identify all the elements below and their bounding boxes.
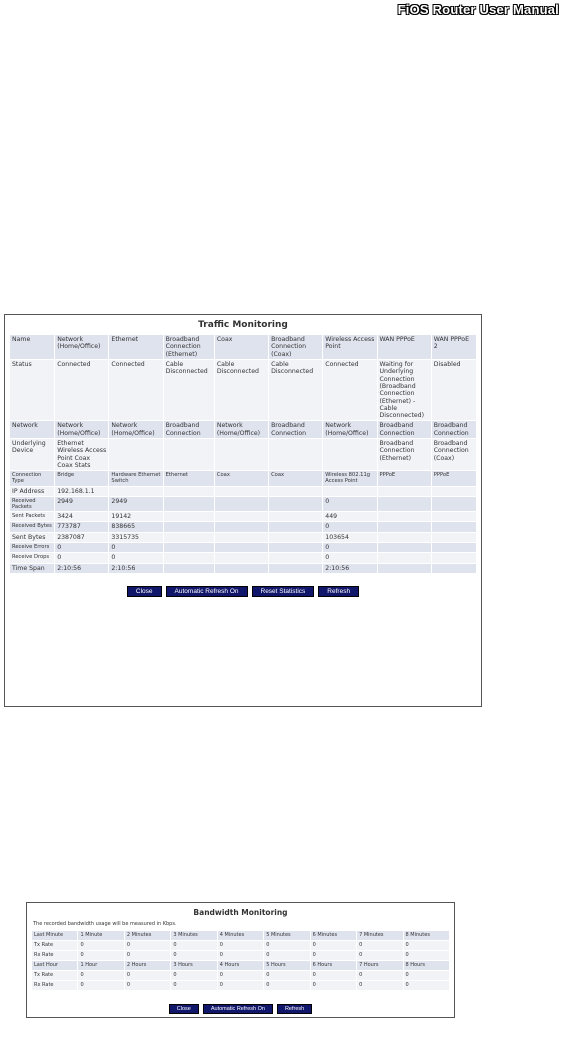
traffic-cell [432, 543, 476, 552]
traffic-cell [269, 512, 322, 521]
traffic-row-sent-bytes [10, 533, 476, 542]
bandwidth-table [31, 930, 450, 991]
traffic-cell: Cable Disconnected [164, 360, 214, 421]
bandwidth-cell: 0 [264, 941, 309, 950]
traffic-cell: Coax [215, 471, 268, 485]
traffic-cell [269, 543, 322, 552]
traffic-cell: 2387087 [55, 533, 108, 542]
bandwidth-row-last-hour [32, 961, 449, 970]
traffic-cell: 0 [323, 497, 376, 511]
bandwidth-row-last-minute [32, 931, 449, 940]
row-label: Underlying Device [10, 439, 54, 470]
traffic-cell [432, 522, 476, 531]
row-label: Receive Errors [10, 543, 54, 552]
traffic-cell: 773787 [55, 522, 108, 531]
bandwidth-row-tx-rate [32, 971, 449, 980]
traffic-row-status [10, 360, 476, 421]
bandwidth-cell: 4 Hours [218, 961, 263, 970]
row-label: Last Hour [32, 961, 77, 970]
row-label: Connection Type [10, 471, 54, 485]
bandwidth-cell: 0 [78, 941, 123, 950]
close-button[interactable]: Close [127, 586, 162, 597]
traffic-cell: 3315735 [109, 533, 162, 542]
bw-automatic-refresh-on-button[interactable]: Automatic Refresh On [203, 1004, 273, 1014]
traffic-cell: PPPoE [432, 471, 476, 485]
traffic-cell [269, 533, 322, 542]
traffic-cell [215, 522, 268, 531]
traffic-cell [432, 533, 476, 542]
bandwidth-cell: 6 Hours [311, 961, 356, 970]
traffic-cell: Disabled [432, 360, 476, 421]
traffic-cell [378, 512, 431, 521]
traffic-cell: Broadband Connection [164, 421, 214, 438]
bandwidth-row-rx-rate [32, 981, 449, 990]
bandwidth-monitoring-panel [26, 902, 455, 1018]
traffic-row-name [10, 335, 476, 359]
bandwidth-cell: 0 [218, 971, 263, 980]
row-label: Sent Bytes [10, 533, 54, 542]
traffic-cell: Broadband Connection (Ethernet) [378, 439, 431, 470]
traffic-cell: 19142 [109, 512, 162, 521]
traffic-cell: Connected [323, 360, 376, 421]
traffic-cell: 2949 [109, 497, 162, 511]
traffic-cell: Network (Home/Office) [215, 421, 268, 438]
traffic-cell [215, 512, 268, 521]
traffic-cell: Coax [215, 335, 268, 359]
refresh-button[interactable]: Refresh [318, 586, 359, 597]
traffic-cell [109, 439, 162, 470]
traffic-cell [164, 543, 214, 552]
traffic-cell: 0 [55, 543, 108, 552]
traffic-cell [269, 439, 322, 470]
traffic-cell [215, 553, 268, 562]
traffic-cell: Waiting for Underlying Connection (Broadband Connection (Ethernet) - Cable Disconnected) [378, 360, 431, 421]
bandwidth-cell: 0 [78, 951, 123, 960]
row-label: Received Packets [10, 497, 54, 511]
traffic-cell [323, 487, 376, 496]
traffic-cell [215, 487, 268, 496]
traffic-cell [378, 543, 431, 552]
traffic-cell [432, 564, 476, 573]
bandwidth-cell: 0 [311, 941, 356, 950]
traffic-cell: 0 [109, 553, 162, 562]
traffic-row-sent-packets [10, 512, 476, 521]
bandwidth-cell: 7 Minutes [357, 931, 402, 940]
row-label: Status [10, 360, 54, 421]
traffic-cell: Hardware Ethernet Switch [109, 471, 162, 485]
bandwidth-cell: 0 [171, 971, 216, 980]
bandwidth-cell: 0 [171, 981, 216, 990]
traffic-row-receive-drops [10, 553, 476, 562]
traffic-cell: Connected [109, 360, 162, 421]
bandwidth-cell: 0 [125, 941, 170, 950]
traffic-cell: Ethernet [109, 335, 162, 359]
bandwidth-units-note: The recorded bandwidth usage will be measured in Kbps. [33, 921, 177, 927]
bandwidth-cell: 3 Minutes [171, 931, 216, 940]
traffic-cell [269, 564, 322, 573]
manual-title: FiOS Router User Manual [397, 2, 559, 17]
traffic-cell: 0 [323, 543, 376, 552]
traffic-cell [164, 533, 214, 542]
traffic-cell [164, 512, 214, 521]
bandwidth-cell: 0 [404, 971, 450, 980]
bandwidth-cell: 1 Minute [78, 931, 123, 940]
traffic-cell: Broadband Connection [269, 421, 322, 438]
traffic-monitoring-panel [4, 314, 482, 707]
bandwidth-cell: 2 Hours [125, 961, 170, 970]
traffic-cell [109, 487, 162, 496]
bandwidth-cell: 0 [404, 951, 450, 960]
traffic-cell: 0 [323, 522, 376, 531]
traffic-cell [323, 439, 376, 470]
bandwidth-cell: 0 [125, 981, 170, 990]
bw-refresh-button[interactable]: Refresh [277, 1004, 312, 1014]
bandwidth-cell: 4 Minutes [218, 931, 263, 940]
traffic-cell [164, 497, 214, 511]
traffic-cell: Ethernet [164, 471, 214, 485]
row-label: Rx Rate [32, 981, 77, 990]
bandwidth-cell: 0 [264, 951, 309, 960]
bandwidth-cell: 5 Minutes [264, 931, 309, 940]
row-label: Time Span [10, 564, 54, 573]
traffic-row-underlying-device [10, 439, 476, 470]
traffic-cell [269, 497, 322, 511]
bandwidth-cell: 8 Hours [404, 961, 450, 970]
traffic-cell [164, 553, 214, 562]
bandwidth-monitoring-title: Bandwidth Monitoring [193, 908, 288, 917]
traffic-cell: Cable Disconnected [269, 360, 322, 421]
traffic-row-received-bytes [10, 522, 476, 531]
bandwidth-row-rx-rate [32, 951, 449, 960]
row-label: Sent Packets [10, 512, 54, 521]
bandwidth-cell: 0 [125, 971, 170, 980]
bandwidth-cell: 0 [311, 951, 356, 960]
traffic-cell: Network (Home/Office) [55, 335, 108, 359]
bandwidth-cell: 0 [78, 971, 123, 980]
traffic-cell [432, 487, 476, 496]
traffic-cell [432, 497, 476, 511]
traffic-cell: Wireless 802.11g Access Point [323, 471, 376, 485]
traffic-cell [378, 553, 431, 562]
traffic-cell [432, 512, 476, 521]
traffic-cell: 2:10:56 [55, 564, 108, 573]
traffic-button-bar [5, 578, 481, 597]
bandwidth-cell: 3 Hours [171, 961, 216, 970]
traffic-cell: WAN PPPoE 2 [432, 335, 476, 359]
traffic-cell: PPPoE [378, 471, 431, 485]
traffic-row-ip-address [10, 487, 476, 496]
traffic-cell [378, 522, 431, 531]
traffic-cell: 2:10:56 [109, 564, 162, 573]
traffic-cell: 103654 [323, 533, 376, 542]
bandwidth-cell: 1 Hour [78, 961, 123, 970]
traffic-row-time-span [10, 564, 476, 573]
row-label: IP Address [10, 487, 54, 496]
bandwidth-cell: 0 [357, 951, 402, 960]
traffic-cell: Connected [55, 360, 108, 421]
traffic-cell [378, 497, 431, 511]
traffic-cell [164, 564, 214, 573]
row-label: Receive Drops [10, 553, 54, 562]
bandwidth-cell: 8 Minutes [404, 931, 450, 940]
bandwidth-cell: 0 [171, 951, 216, 960]
traffic-cell [432, 553, 476, 562]
traffic-table [9, 334, 477, 574]
row-label: Tx Rate [32, 941, 77, 950]
traffic-cell: Network (Home/Office) [323, 421, 376, 438]
traffic-cell [215, 497, 268, 511]
traffic-cell: Cable Disconnected [215, 360, 268, 421]
bandwidth-cell: 0 [125, 951, 170, 960]
traffic-cell: 2949 [55, 497, 108, 511]
traffic-cell [378, 487, 431, 496]
bandwidth-cell: 5 Hours [264, 961, 309, 970]
row-label: Last Minute [32, 931, 77, 940]
bandwidth-cell: 2 Minutes [125, 931, 170, 940]
traffic-cell [269, 487, 322, 496]
bandwidth-cell: 0 [78, 981, 123, 990]
traffic-cell: Broadband Connection (Coax) [432, 439, 476, 470]
bandwidth-cell: 0 [171, 941, 216, 950]
traffic-cell: 0 [55, 553, 108, 562]
traffic-cell: Network (Home/Office) [109, 421, 162, 438]
row-label: Rx Rate [32, 951, 77, 960]
traffic-cell [164, 522, 214, 531]
bandwidth-cell: 0 [404, 941, 450, 950]
traffic-cell [215, 533, 268, 542]
bandwidth-cell: 0 [404, 981, 450, 990]
traffic-cell: 2:10:56 [323, 564, 376, 573]
reset-statistics-button[interactable]: Reset Statistics [252, 586, 315, 597]
automatic-refresh-on-button[interactable]: Automatic Refresh On [166, 586, 248, 597]
bandwidth-cell: 0 [218, 951, 263, 960]
traffic-cell [215, 543, 268, 552]
traffic-cell: Broadband Connection [378, 421, 431, 438]
traffic-cell: 838665 [109, 522, 162, 531]
row-label: Network [10, 421, 54, 438]
traffic-cell: Network (Home/Office) [55, 421, 108, 438]
traffic-cell [269, 553, 322, 562]
row-label: Tx Rate [32, 971, 77, 980]
traffic-cell: Wireless Access Point [323, 335, 376, 359]
bandwidth-cell: 0 [357, 981, 402, 990]
bandwidth-cell: 0 [218, 981, 263, 990]
traffic-cell [164, 487, 214, 496]
bandwidth-button-bar [27, 995, 454, 1014]
traffic-row-connection-type [10, 471, 476, 485]
traffic-cell: Coax [269, 471, 322, 485]
traffic-cell: Broadband Connection (Ethernet) [164, 335, 214, 359]
traffic-row-received-packets [10, 497, 476, 511]
traffic-cell: Broadband Connection (Coax) [269, 335, 322, 359]
traffic-monitoring-title: Traffic Monitoring [198, 320, 288, 330]
traffic-cell: 0 [109, 543, 162, 552]
row-label: Received Bytes [10, 522, 54, 531]
traffic-cell [215, 564, 268, 573]
traffic-cell [215, 439, 268, 470]
bandwidth-cell: 0 [218, 941, 263, 950]
traffic-cell: Ethernet Wireless Access Point Coax Coax Stats [55, 439, 108, 470]
traffic-cell [378, 533, 431, 542]
traffic-row-network [10, 421, 476, 438]
bandwidth-cell: 6 Minutes [311, 931, 356, 940]
bandwidth-cell: 0 [264, 981, 309, 990]
traffic-cell [269, 522, 322, 531]
bandwidth-cell: 0 [311, 981, 356, 990]
traffic-cell: Bridge [55, 471, 108, 485]
bandwidth-cell: 0 [357, 941, 402, 950]
row-label: Name [10, 335, 54, 359]
bandwidth-cell: 7 Hours [357, 961, 402, 970]
bandwidth-cell: 0 [311, 971, 356, 980]
traffic-cell: 3424 [55, 512, 108, 521]
traffic-cell: 449 [323, 512, 376, 521]
traffic-cell: 0 [323, 553, 376, 562]
bandwidth-cell: 0 [357, 971, 402, 980]
traffic-cell [164, 439, 214, 470]
traffic-cell: 192.168.1.1 [55, 487, 108, 496]
bandwidth-cell: 0 [264, 971, 309, 980]
bandwidth-row-tx-rate [32, 941, 449, 950]
traffic-row-receive-errors [10, 543, 476, 552]
bw-close-button[interactable]: Close [169, 1004, 199, 1014]
traffic-cell: WAN PPPoE [378, 335, 431, 359]
traffic-cell: Broadband Connection [432, 421, 476, 438]
traffic-cell [378, 564, 431, 573]
